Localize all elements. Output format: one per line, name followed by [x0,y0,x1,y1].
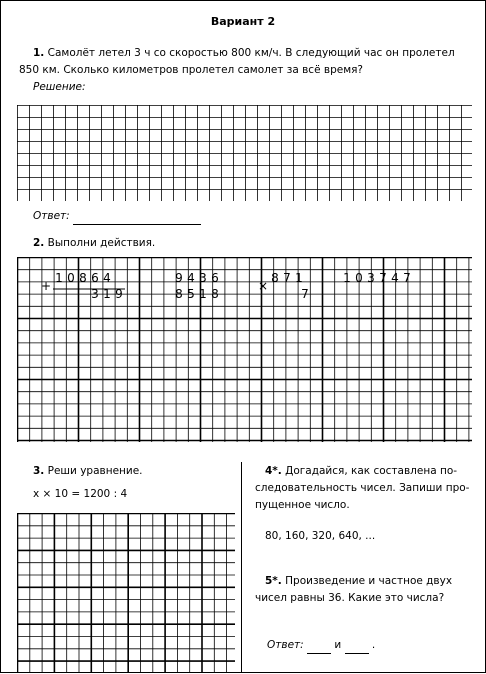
ex2-digit: 8 [211,287,219,301]
column-divider [241,462,242,672]
variant-title: Вариант 2 [210,15,276,28]
task5-text [255,573,473,607]
task4-line3: пущенное число. [255,499,350,511]
ex2-digit: 8 [175,287,183,301]
task1-answer-label: Ответ: [33,210,70,222]
task4-line2: следовательность чисел. Запиши про- [255,482,470,494]
task1-line2: 850 км. Сколько километров пролетел самолет за всё время? [19,64,363,76]
task4-sequence: 80, 160, 320, 640, ... [265,530,376,542]
ex4-digit: 7 [403,271,411,285]
ex3-digit: 8 [271,271,279,285]
task1-solution-label: Решение: [33,81,86,93]
ex2-digit: 5 [187,287,195,301]
ex1-digit: 9 [115,287,123,301]
task2-number: 2. [33,237,45,249]
ex2-digit: 3 [199,271,207,285]
ex1-digit: 1 [55,271,63,285]
task1-line1: Самолёт летел 3 ч со скоростью 800 км/ч. В следующий час он пролетел [47,47,455,59]
task4-text [255,463,473,514]
task5-and: и [334,639,342,651]
task5-answer-label: Ответ: [267,639,304,651]
ex2-digit: 4 [187,271,195,285]
task5-answer-field-1[interactable] [307,640,331,654]
ex2-digit: 6 [211,271,219,285]
task3-text [33,463,143,480]
ex3-digit: 7 [301,287,309,301]
ex1-digit: 0 [67,271,75,285]
ex1-plus-sign: + [40,279,52,293]
task5-answer: Ответ: и . [267,637,375,654]
ex2-digit: 1 [199,287,207,301]
ex4-digit: 4 [391,271,399,285]
ex1-digit: 1 [103,287,111,301]
task5-number: 5*. [265,575,282,587]
ex4-digit: 1 [343,271,351,285]
ex4-digit: 7 [379,271,387,285]
ex1-digit: 4 [103,271,111,285]
task5-line1: Произведение и частное двух [285,575,453,587]
ex2-digit: 9 [175,271,183,285]
task3-number: 3. [33,465,45,477]
ex3-digit: 7 [283,271,291,285]
task4-line1: Догадайся, как составлена по- [285,465,458,477]
ex3-digit: 1 [295,271,303,285]
task1-number: 1. [33,47,45,59]
ex1-digit: 8 [79,271,87,285]
ex1-digit: 3 [91,287,99,301]
task5-answer-field-2[interactable] [345,640,369,654]
task3-work-grid[interactable] [17,513,235,672]
ex1-digit: 6 [91,271,99,285]
ex3-times-sign: × [257,279,269,293]
task3-equation: x × 10 = 1200 : 4 [33,488,128,500]
task2-label: Выполни действия. [47,237,156,249]
ex4-digit: 0 [355,271,363,285]
task3-label: Реши уравнение. [47,465,143,477]
task5-line2: чисел равны 36. Какие это числа? [255,592,445,604]
task4-number: 4*. [265,465,282,477]
ex4-digit: 3 [367,271,375,285]
